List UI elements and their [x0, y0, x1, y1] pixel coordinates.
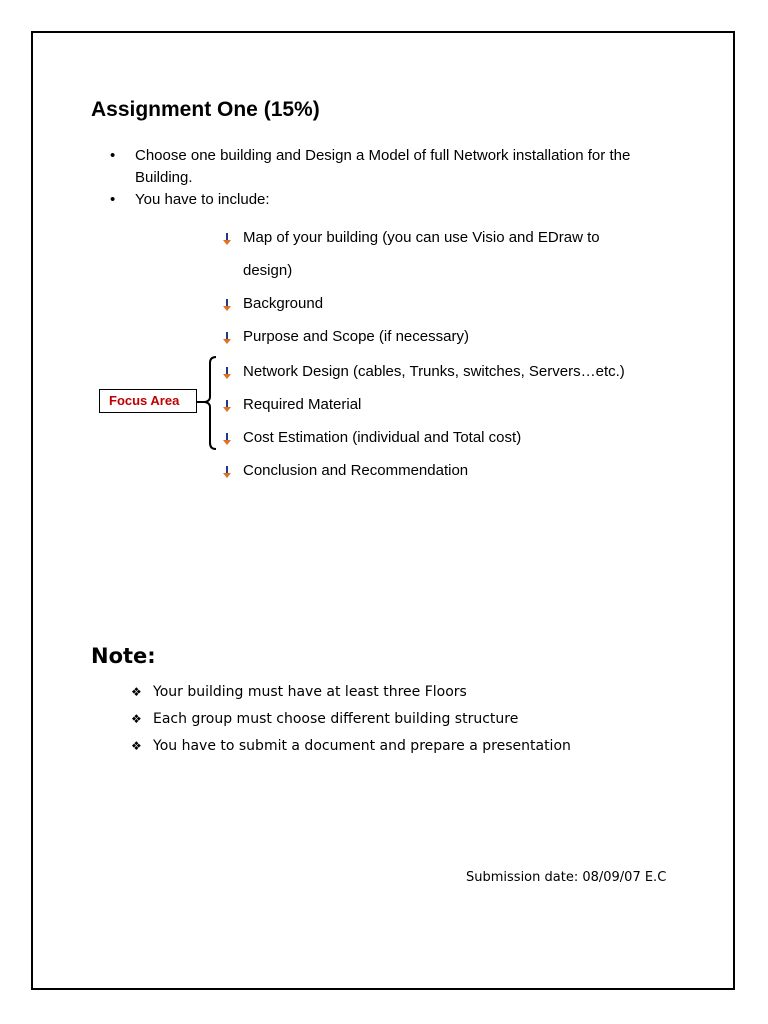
note-title: Note:	[91, 644, 156, 668]
down-arrow-bullet-icon	[221, 366, 233, 380]
include-item-label: design)	[243, 262, 293, 279]
down-arrow-bullet-icon	[221, 331, 233, 345]
bullet-item-you-have-to-include	[110, 189, 690, 211]
down-arrow-bullet-icon	[221, 298, 233, 312]
down-arrow-bullet-icon	[221, 465, 233, 479]
include-item-label: Map of your building (you can use Visio and EDraw to	[243, 229, 600, 246]
note-item-text: You have to submit a document and prepare a presentation	[153, 738, 571, 754]
focus-area-label: Focus Area	[99, 389, 197, 413]
include-item-label: Purpose and Scope (if necessary)	[243, 328, 469, 345]
assignment-title: Assignment One (15%)	[91, 98, 320, 121]
submission-date: Submission date: 08/09/07 E.C	[466, 870, 667, 885]
bullet-item-choose-building	[110, 145, 690, 189]
diamond-bullet-icon: ❖	[131, 685, 142, 699]
bullet-dot-icon: •	[110, 147, 116, 164]
bullet-text: You have to include:	[135, 191, 270, 208]
include-item-label: Cost Estimation (individual and Total cost)	[243, 429, 522, 446]
note-item-text: Each group must choose different building structure	[153, 711, 519, 727]
focus-area-brace-icon	[196, 355, 218, 451]
include-item-label: Background	[243, 295, 324, 312]
down-arrow-bullet-icon	[221, 399, 233, 413]
bullet-text: Choose one building and Design a Model of full Network installation for the Building.	[135, 147, 631, 186]
assignment-bullet-list	[110, 145, 690, 211]
include-item-label: Conclusion and Recommendation	[243, 462, 469, 479]
down-arrow-bullet-icon	[221, 232, 233, 246]
note-item-text: Your building must have at least three Floors	[153, 684, 467, 700]
bullet-dot-icon: •	[110, 191, 116, 208]
include-item-label: Network Design (cables, Trunks, switches, Servers…etc.)	[243, 363, 625, 380]
diamond-bullet-icon: ❖	[131, 712, 142, 726]
diamond-bullet-icon: ❖	[131, 739, 142, 753]
down-arrow-bullet-icon	[221, 432, 233, 446]
include-item-label: Required Material	[243, 396, 362, 413]
